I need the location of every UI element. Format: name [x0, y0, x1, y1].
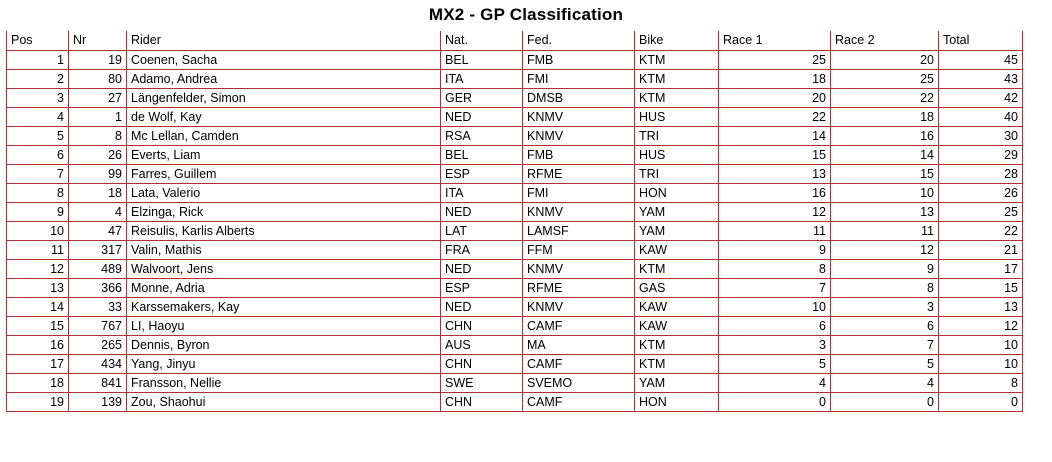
- cell-bike: KAW: [635, 240, 719, 259]
- cell-race2: 11: [831, 221, 939, 240]
- cell-nat: LAT: [441, 221, 523, 240]
- cell-fed: KNMV: [523, 297, 635, 316]
- table-row: [7, 354, 1023, 373]
- cell-rider: Monne, Adria: [127, 278, 441, 297]
- cell-total: 43: [939, 69, 1023, 88]
- cell-bike: TRI: [635, 126, 719, 145]
- cell-bike: KTM: [635, 354, 719, 373]
- cell-nr: 33: [69, 297, 127, 316]
- cell-total: 13: [939, 297, 1023, 316]
- cell-nat: BEL: [441, 50, 523, 69]
- cell-nat: CHN: [441, 392, 523, 411]
- cell-fed: CAMF: [523, 392, 635, 411]
- cell-total: 26: [939, 183, 1023, 202]
- cell-rider: Everts, Liam: [127, 145, 441, 164]
- table-row: [7, 316, 1023, 335]
- cell-rider: Adamo, Andrea: [127, 69, 441, 88]
- cell-total: 21: [939, 240, 1023, 259]
- cell-rider: Farres, Guillem: [127, 164, 441, 183]
- cell-pos: 16: [7, 335, 69, 354]
- cell-nr: 19: [69, 50, 127, 69]
- cell-pos: 11: [7, 240, 69, 259]
- cell-fed: FMB: [523, 145, 635, 164]
- cell-nr: 767: [69, 316, 127, 335]
- cell-pos: 8: [7, 183, 69, 202]
- cell-race1: 3: [719, 335, 831, 354]
- cell-bike: KAW: [635, 316, 719, 335]
- cell-nr: 434: [69, 354, 127, 373]
- cell-fed: KNMV: [523, 107, 635, 126]
- cell-pos: 19: [7, 392, 69, 411]
- column-header-total: Total: [939, 31, 1023, 50]
- cell-rider: Zou, Shaohui: [127, 392, 441, 411]
- cell-race2: 18: [831, 107, 939, 126]
- cell-fed: CAMF: [523, 354, 635, 373]
- cell-nat: ESP: [441, 278, 523, 297]
- cell-race1: 5: [719, 354, 831, 373]
- cell-pos: 6: [7, 145, 69, 164]
- cell-nat: BEL: [441, 145, 523, 164]
- cell-total: 42: [939, 88, 1023, 107]
- cell-nr: 366: [69, 278, 127, 297]
- column-header-race2: Race 2: [831, 31, 939, 50]
- cell-race2: 4: [831, 373, 939, 392]
- cell-total: 22: [939, 221, 1023, 240]
- cell-nr: 489: [69, 259, 127, 278]
- column-header-fed: Fed.: [523, 31, 635, 50]
- cell-rider: Valin, Mathis: [127, 240, 441, 259]
- cell-bike: HON: [635, 392, 719, 411]
- cell-race2: 16: [831, 126, 939, 145]
- cell-nr: 265: [69, 335, 127, 354]
- cell-rider: Lata, Valerio: [127, 183, 441, 202]
- cell-bike: GAS: [635, 278, 719, 297]
- cell-race1: 22: [719, 107, 831, 126]
- cell-nat: GER: [441, 88, 523, 107]
- cell-race2: 3: [831, 297, 939, 316]
- cell-pos: 9: [7, 202, 69, 221]
- table-row: [7, 88, 1023, 107]
- cell-race1: 12: [719, 202, 831, 221]
- page-title: MX2 - GP Classification: [428, 5, 624, 24]
- cell-race2: 8: [831, 278, 939, 297]
- cell-bike: KAW: [635, 297, 719, 316]
- cell-bike: KTM: [635, 259, 719, 278]
- cell-rider: Dennis, Byron: [127, 335, 441, 354]
- cell-pos: 18: [7, 373, 69, 392]
- table-row: [7, 373, 1023, 392]
- cell-total: 28: [939, 164, 1023, 183]
- cell-nat: SWE: [441, 373, 523, 392]
- cell-nat: ITA: [441, 69, 523, 88]
- cell-pos: 12: [7, 259, 69, 278]
- table-row: [7, 297, 1023, 316]
- cell-bike: HON: [635, 183, 719, 202]
- cell-race1: 14: [719, 126, 831, 145]
- cell-bike: KTM: [635, 50, 719, 69]
- cell-race1: 6: [719, 316, 831, 335]
- cell-race2: 0: [831, 392, 939, 411]
- cell-rider: de Wolf, Kay: [127, 107, 441, 126]
- cell-nat: ESP: [441, 164, 523, 183]
- cell-nat: CHN: [441, 316, 523, 335]
- cell-total: 15: [939, 278, 1023, 297]
- cell-race1: 9: [719, 240, 831, 259]
- cell-fed: CAMF: [523, 316, 635, 335]
- column-header-nat: Nat.: [441, 31, 523, 50]
- cell-rider: Coenen, Sacha: [127, 50, 441, 69]
- cell-pos: 17: [7, 354, 69, 373]
- cell-nat: NED: [441, 259, 523, 278]
- table-row: [7, 335, 1023, 354]
- cell-nr: 99: [69, 164, 127, 183]
- table-row: [7, 202, 1023, 221]
- column-header-race1: Race 1: [719, 31, 831, 50]
- cell-pos: 2: [7, 69, 69, 88]
- cell-pos: 10: [7, 221, 69, 240]
- cell-fed: LAMSF: [523, 221, 635, 240]
- cell-pos: 15: [7, 316, 69, 335]
- cell-rider: Längenfelder, Simon: [127, 88, 441, 107]
- cell-race2: 7: [831, 335, 939, 354]
- cell-nat: CHN: [441, 354, 523, 373]
- table-row: [7, 126, 1023, 145]
- cell-bike: YAM: [635, 373, 719, 392]
- table-row: [7, 145, 1023, 164]
- table-row: [7, 278, 1023, 297]
- cell-fed: KNMV: [523, 259, 635, 278]
- cell-total: 10: [939, 354, 1023, 373]
- table-row: [7, 164, 1023, 183]
- cell-fed: SVEMO: [523, 373, 635, 392]
- cell-bike: HUS: [635, 145, 719, 164]
- cell-nat: NED: [441, 297, 523, 316]
- cell-race2: 9: [831, 259, 939, 278]
- cell-fed: FMI: [523, 69, 635, 88]
- cell-rider: Yang, Jinyu: [127, 354, 441, 373]
- table-row: [7, 50, 1023, 69]
- table-row: [7, 183, 1023, 202]
- cell-total: 25: [939, 202, 1023, 221]
- cell-pos: 13: [7, 278, 69, 297]
- cell-nr: 18: [69, 183, 127, 202]
- cell-rider: Mc Lellan, Camden: [127, 126, 441, 145]
- cell-nr: 26: [69, 145, 127, 164]
- cell-total: 30: [939, 126, 1023, 145]
- cell-nr: 139: [69, 392, 127, 411]
- cell-race1: 8: [719, 259, 831, 278]
- cell-nat: RSA: [441, 126, 523, 145]
- cell-pos: 3: [7, 88, 69, 107]
- cell-pos: 4: [7, 107, 69, 126]
- cell-bike: KTM: [635, 335, 719, 354]
- cell-fed: FFM: [523, 240, 635, 259]
- cell-rider: Walvoort, Jens: [127, 259, 441, 278]
- cell-rider: Reisulis, Karlis Alberts: [127, 221, 441, 240]
- gp-classification-table: [6, 31, 1023, 412]
- cell-pos: 14: [7, 297, 69, 316]
- cell-fed: KNMV: [523, 202, 635, 221]
- cell-total: 40: [939, 107, 1023, 126]
- cell-nat: FRA: [441, 240, 523, 259]
- column-header-rider: Rider: [127, 31, 441, 50]
- cell-nr: 8: [69, 126, 127, 145]
- column-header-bike: Bike: [635, 31, 719, 50]
- cell-race2: 10: [831, 183, 939, 202]
- cell-race1: 18: [719, 69, 831, 88]
- cell-race2: 13: [831, 202, 939, 221]
- cell-bike: KTM: [635, 88, 719, 107]
- header-row: [7, 31, 1023, 50]
- cell-race1: 11: [719, 221, 831, 240]
- cell-bike: YAM: [635, 202, 719, 221]
- cell-total: 12: [939, 316, 1023, 335]
- cell-race1: 4: [719, 373, 831, 392]
- cell-fed: DMSB: [523, 88, 635, 107]
- cell-race1: 15: [719, 145, 831, 164]
- column-header-pos: Pos: [7, 31, 69, 50]
- cell-pos: 5: [7, 126, 69, 145]
- cell-pos: 7: [7, 164, 69, 183]
- cell-bike: YAM: [635, 221, 719, 240]
- table-row: [7, 69, 1023, 88]
- cell-total: 8: [939, 373, 1023, 392]
- table-header: [7, 31, 1023, 50]
- cell-rider: Karssemakers, Kay: [127, 297, 441, 316]
- cell-total: 17: [939, 259, 1023, 278]
- cell-nr: 317: [69, 240, 127, 259]
- cell-race2: 15: [831, 164, 939, 183]
- cell-total: 10: [939, 335, 1023, 354]
- cell-nr: 4: [69, 202, 127, 221]
- cell-nat: NED: [441, 202, 523, 221]
- cell-nr: 47: [69, 221, 127, 240]
- cell-rider: Elzinga, Rick: [127, 202, 441, 221]
- cell-bike: HUS: [635, 107, 719, 126]
- cell-nr: 27: [69, 88, 127, 107]
- cell-fed: KNMV: [523, 126, 635, 145]
- table-body: [7, 50, 1023, 411]
- cell-race2: 25: [831, 69, 939, 88]
- column-header-nr: Nr: [69, 31, 127, 50]
- cell-race1: 25: [719, 50, 831, 69]
- cell-fed: FMI: [523, 183, 635, 202]
- cell-bike: KTM: [635, 69, 719, 88]
- cell-fed: RFME: [523, 164, 635, 183]
- cell-total: 0: [939, 392, 1023, 411]
- cell-race2: 22: [831, 88, 939, 107]
- cell-fed: RFME: [523, 278, 635, 297]
- cell-nr: 1: [69, 107, 127, 126]
- cell-race1: 20: [719, 88, 831, 107]
- cell-total: 45: [939, 50, 1023, 69]
- cell-pos: 1: [7, 50, 69, 69]
- cell-race2: 12: [831, 240, 939, 259]
- cell-bike: TRI: [635, 164, 719, 183]
- cell-race1: 7: [719, 278, 831, 297]
- cell-race2: 6: [831, 316, 939, 335]
- cell-nat: ITA: [441, 183, 523, 202]
- cell-nat: NED: [441, 107, 523, 126]
- cell-race2: 14: [831, 145, 939, 164]
- table-row: [7, 259, 1023, 278]
- cell-nat: AUS: [441, 335, 523, 354]
- cell-race2: 5: [831, 354, 939, 373]
- table-row: [7, 107, 1023, 126]
- table-row: [7, 392, 1023, 411]
- cell-nr: 841: [69, 373, 127, 392]
- cell-race2: 20: [831, 50, 939, 69]
- cell-total: 29: [939, 145, 1023, 164]
- cell-race1: 16: [719, 183, 831, 202]
- table-row: [7, 221, 1023, 240]
- cell-fed: MA: [523, 335, 635, 354]
- cell-nr: 80: [69, 69, 127, 88]
- table-row: [7, 240, 1023, 259]
- cell-race1: 10: [719, 297, 831, 316]
- cell-rider: LI, Haoyu: [127, 316, 441, 335]
- cell-fed: FMB: [523, 50, 635, 69]
- cell-race1: 0: [719, 392, 831, 411]
- cell-race1: 13: [719, 164, 831, 183]
- cell-rider: Fransson, Nellie: [127, 373, 441, 392]
